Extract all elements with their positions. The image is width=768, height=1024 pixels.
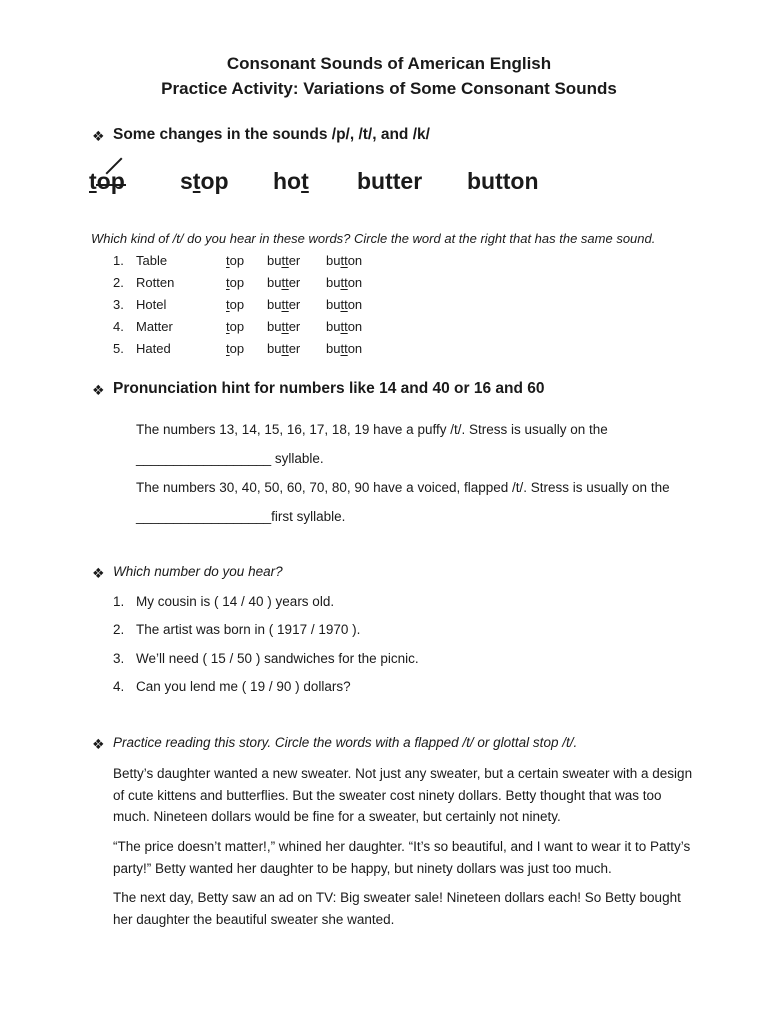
number-question[interactable]: The artist was born in ( 1917 / 1970 ). <box>136 622 361 637</box>
number-question[interactable]: We’ll need ( 15 / 50 ) sandwiches for the picnic. <box>136 651 419 666</box>
hint-blank-line[interactable]: __________________first syllable. <box>136 509 346 524</box>
choice-button[interactable]: button <box>326 297 363 312</box>
list-word: Matter <box>136 319 173 334</box>
choice-butter[interactable]: butter <box>267 275 301 290</box>
bullet-diamond-icon: ❖ <box>92 565 105 581</box>
example-word-hot: hot <box>273 168 309 194</box>
example-word-stop: stop <box>180 168 229 194</box>
list-number: 1. <box>113 594 125 609</box>
list-number: 5. <box>113 341 124 356</box>
list-number: 4. <box>113 679 125 694</box>
example-word-top: top <box>89 168 125 194</box>
choice-top[interactable]: top <box>226 297 245 312</box>
choice-butter[interactable]: butter <box>267 297 301 312</box>
hint-line: The numbers 30, 40, 50, 60, 70, 80, 90 have a voiced, flapped /t/. Stress is usually on the <box>136 480 670 495</box>
choice-button[interactable]: button <box>326 253 363 268</box>
list-word: Table <box>136 253 168 268</box>
list-number: 3. <box>113 297 124 312</box>
number-question[interactable]: My cousin is ( 14 / 40 ) years old. <box>136 594 335 609</box>
hint-line: The numbers 13, 14, 15, 16, 17, 18, 19 have a puffy /t/. Stress is usually on the <box>136 422 608 437</box>
bullet-diamond-icon: ❖ <box>92 382 105 398</box>
section-heading-sound-changes: Some changes in the sounds /p/, /t/, and /k/ <box>113 126 430 143</box>
choice-butter[interactable]: butter <box>267 253 301 268</box>
instruction-text: Which kind of /t/ do you hear in these words? Circle the word at the right that has the same sound. <box>91 231 656 246</box>
choice-top[interactable]: top <box>226 319 245 334</box>
example-word-butter: butter <box>357 168 423 194</box>
section-heading-pronunciation-hint: Pronunciation hint for numbers like 14 and 40 or 16 and 60 <box>113 380 545 397</box>
hint-blank-line[interactable]: __________________ syllable. <box>136 451 324 466</box>
list-number: 4. <box>113 319 124 334</box>
bullet-diamond-icon: ❖ <box>92 736 105 752</box>
list-number: 2. <box>113 622 125 637</box>
document-title: Consonant Sounds of American English <box>226 54 552 73</box>
section-heading-story: Practice reading this story. Circle the words with a flapped /t/ or glottal stop /t/. <box>113 735 578 750</box>
choice-button[interactable]: button <box>326 341 363 356</box>
section-heading-which-number: Which number do you hear? <box>113 564 283 579</box>
document-subtitle: Practice Activity: Variations of Some Consonant Sounds <box>161 79 617 98</box>
choice-button[interactable]: button <box>326 275 363 290</box>
list-number: 3. <box>113 651 125 666</box>
example-word-button: button <box>467 168 539 194</box>
choice-top[interactable]: top <box>226 275 245 290</box>
story-paragraph: “The price doesn’t matter!,” whined her daughter. “It’s so beautiful, and I want to wear it to Patty’s party!” Betty wanted her daughter to be happy, but ninety dollars was just too much. <box>113 839 691 876</box>
bullet-diamond-icon: ❖ <box>92 128 105 144</box>
story-paragraph: The next day, Betty saw an ad on TV: Big sweater sale! Nineteen dollars each! So Betty bought her daughter the beautiful sweater she wanted. <box>113 890 681 927</box>
choice-top[interactable]: top <box>226 253 245 268</box>
choice-button[interactable]: button <box>326 319 363 334</box>
list-number: 1. <box>113 253 124 268</box>
choice-butter[interactable]: butter <box>267 341 301 356</box>
choice-top[interactable]: top <box>226 341 245 356</box>
number-question[interactable]: Can you lend me ( 19 / 90 ) dollars? <box>136 679 351 694</box>
list-word: Hotel <box>136 297 167 312</box>
list-word: Rotten <box>136 275 175 290</box>
list-number: 2. <box>113 275 124 290</box>
list-word: Hated <box>136 341 171 356</box>
choice-butter[interactable]: butter <box>267 319 301 334</box>
story-paragraph: Betty’s daughter wanted a new sweater. Not just any sweater, but a certain sweater with a design of cute kittens and butterflies. But the sweater cost ninety dollars. Betty thought that was too much. Nineteen dollars would be fine for a sweater, but certainly not ninety. <box>113 766 693 824</box>
